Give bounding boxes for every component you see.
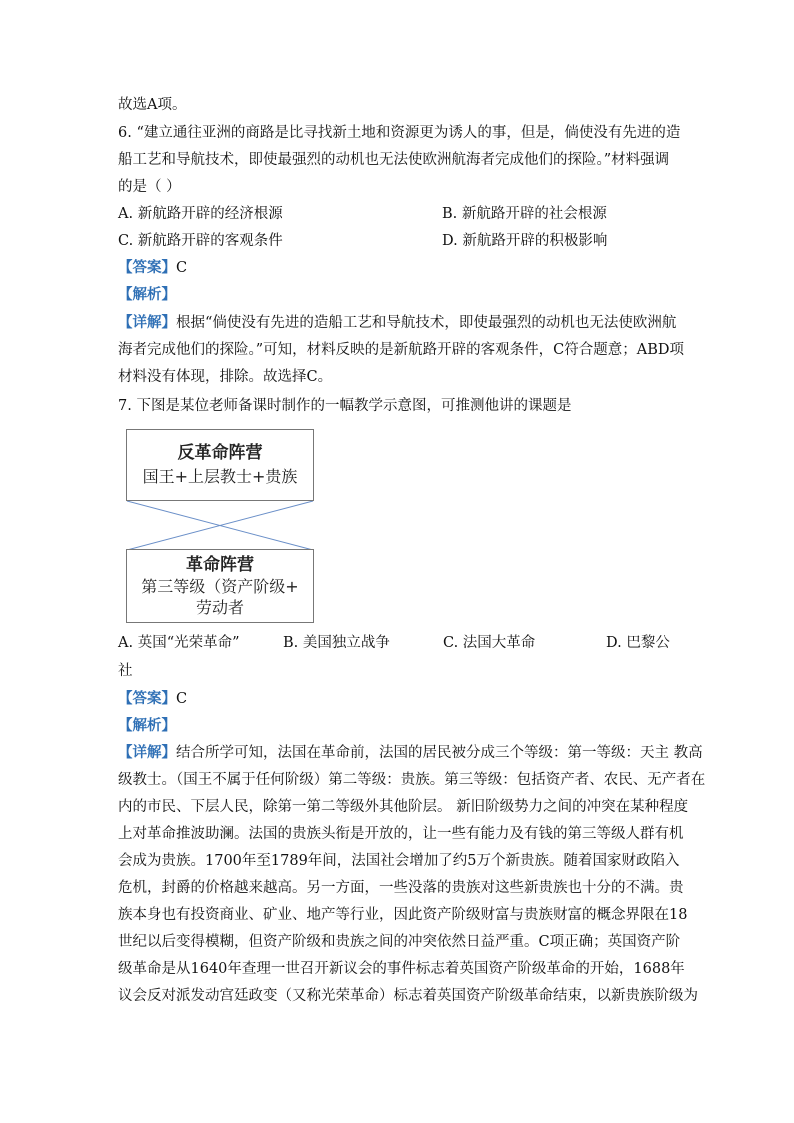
- answer-tag: 【答案】: [118, 690, 176, 707]
- question-7-stem: 7. 下图是某位老师备课时制作的一幅教学示意图，可推测他讲的课题是: [118, 398, 572, 414]
- q7-detail-line: 族本身也有投资商业、矿业、地产等行业，因此资产阶级财富与贵族财富的概念界限在18: [118, 907, 688, 923]
- text-line: 故选A项。: [118, 97, 187, 113]
- q7-answer: [118, 689, 678, 709]
- q6-analysis: [118, 285, 678, 305]
- q6-detail-line: 材料没有体现，排除。故选择C。: [118, 369, 333, 385]
- q7-detail-line: 议会反对派发动宫廷政变（又称光荣革命）标志着英国资产阶级革命结束，以新贵族阶级为: [118, 988, 698, 1004]
- answer-tag: 【答案】: [118, 259, 176, 276]
- q7-option-c: C. 法国大革命: [443, 635, 536, 651]
- question-6-stem-line: 的是（ ）: [118, 179, 181, 195]
- q7-detail-line: 危机，封爵的价格越来越高。另一方面，一些没落的贵族对这些新贵族也十分的不满。贵: [118, 880, 684, 896]
- q6-option-c: C. 新航路开辟的客观条件: [118, 233, 283, 249]
- q7-detail-line: 世纪以后变得模糊，但资产阶级和贵族之间的冲突依然日益严重。C项正确；英国资产阶: [118, 934, 681, 950]
- detail-text: 结合所学可知，法国在革命前，法国的居民被分成三个等级：第一等级：天主 教高: [176, 745, 703, 761]
- q7-option-d: D. 巴黎公: [606, 635, 670, 651]
- detail-text: 根据“倘使没有先进的造船工艺和导航技术，即使最强烈的动机也无法使欧洲航: [176, 315, 677, 331]
- answer-value: C: [176, 691, 188, 707]
- q6-option-b: B. 新航路开辟的社会根源: [442, 206, 607, 222]
- revolution-members-line2: 劳动者: [195, 598, 244, 617]
- detail-tag: 【详解】: [118, 314, 176, 331]
- q7-detail-line: 级革命是从1640年查理一世召开新议会的事件标志着英国资产阶级革命的开始，1688年: [118, 961, 685, 977]
- q6-option-d: D. 新航路开辟的积极影响: [442, 233, 608, 249]
- counter-revolution-members: 国王+上层教士+贵族: [142, 467, 298, 486]
- teaching-diagram: [126, 429, 316, 623]
- revolution-members-line1: 第三等级（资产阶级+: [141, 577, 299, 596]
- detail-tag: 【详解】: [118, 744, 176, 761]
- analysis-tag: 【解析】: [118, 286, 176, 303]
- q7-analysis: [118, 716, 678, 736]
- q6-detail-line: [118, 313, 678, 333]
- q6-option-a: A. 新航路开辟的经济根源: [118, 206, 283, 222]
- q7-option-b: B. 美国独立战争: [283, 635, 390, 651]
- q7-detail-line: 内的市民、下层人民，除第一第二等级外其他阶层。 新旧阶级势力之间的冲突在某种程度: [118, 799, 689, 815]
- revolution-title: 革命阵营: [186, 555, 254, 575]
- answer-value: C: [176, 260, 188, 276]
- counter-revolution-box: [126, 429, 314, 501]
- q7-detail-line: [118, 743, 703, 763]
- counter-revolution-title: 反革命阵营: [177, 443, 263, 463]
- analysis-tag: 【解析】: [118, 717, 176, 734]
- q7-detail-line: 会成为贵族。1700年至1789年间，法国社会增加了约5万个新贵族。随着国家财政陷入: [118, 853, 680, 869]
- q7-option-d-wrap: 社: [118, 663, 133, 679]
- q7-option-a: A. 英国“光荣革命”: [118, 635, 240, 651]
- question-6-stem-line: 船工艺和导航技术，即使最强烈的动机也无法使欧洲航海者完成他们的探险。”材料强调: [118, 152, 670, 168]
- q7-detail-line: 级教士。（国王不属于任何阶级）第二等级：贵族。第三等级：包括资产者、农民、无产者在: [118, 772, 706, 788]
- q6-answer: [118, 258, 678, 278]
- q6-detail-line: 海者完成他们的探险。”可知，材料反映的是新航路开辟的客观条件，C符合题意；ABD项: [118, 342, 685, 358]
- revolution-box: [126, 549, 314, 623]
- question-6-stem-line: 6. “建立通往亚洲的商路是比寻找新土地和资源更为诱人的事，但是，倘使没有先进的造: [118, 125, 681, 141]
- q7-detail-line: 上对革命推波助澜。法国的贵族头衔是开放的，让一些有能力及有钱的第三等级人群有机: [118, 826, 684, 842]
